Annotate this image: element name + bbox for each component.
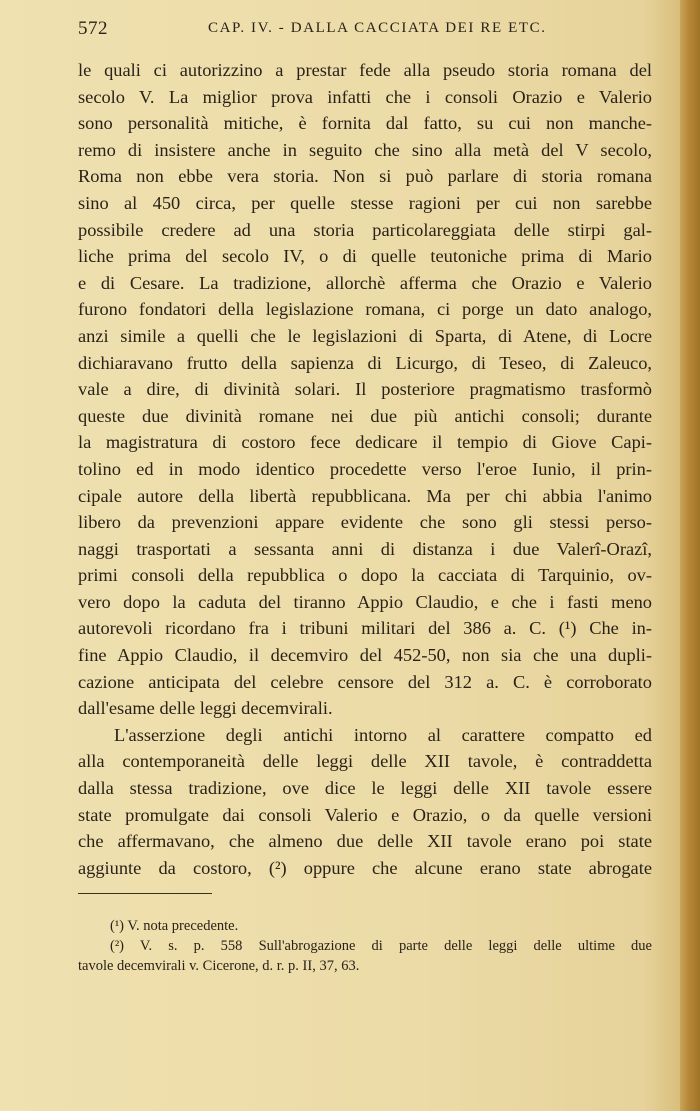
text-line: vero dopo la caduta del tiranno Appio Claudio, e che i fasti meno xyxy=(78,591,652,612)
text-line: la magistratura di costoro fece dedicare il tempio di Giove Capi- xyxy=(78,432,652,453)
text-line: sino al 450 circa, per quelle stesse ragioni per cui non sarebbe xyxy=(78,192,652,213)
text-line: libero da prevenzioni appare evidente che sono gli stessi perso- xyxy=(78,512,652,533)
footnote-2: (²) V. s. p. 558 Sull'abrogazione di parte delle leggi delle ultime due xyxy=(110,938,652,954)
page-edge-shadow xyxy=(680,0,700,1111)
text-line: tolino ed in modo identico procedette verso l'eroe Iunio, il prin- xyxy=(78,458,652,479)
footnote-2-continuation: tavole decemvirali v. Cicerone, d. r. p. II, 37, 63. xyxy=(78,958,360,974)
text-line: alla contemporaneità delle leggi delle XII tavole, è contraddetta xyxy=(78,751,652,772)
text-line: possibile credere ad una storia particolareggiata delle stirpi gal- xyxy=(78,219,652,240)
text-line: remo di insistere anche in seguito che sino alla metà del V secolo, xyxy=(78,139,652,160)
text-line: sono personalità mitiche, è fornita dal fatto, su cui non manche- xyxy=(78,113,652,134)
text-line: naggi trasportati a sessanta anni di distanza i due Valerî-Orazî, xyxy=(78,538,652,559)
text-line: Roma non ebbe vera storia. Non si può parlare di storia romana xyxy=(78,166,652,187)
text-line: primi consoli della repubblica o dopo la cacciata di Tarquinio, ov- xyxy=(78,565,652,586)
text-line: aggiunte da costoro, (²) oppure che alcune erano state abrogate xyxy=(78,857,652,878)
text-line: liche prima del secolo IV, o di quelle teutoniche prima di Mario xyxy=(78,246,652,267)
text-line: furono fondatori della legislazione romana, ci porge un dato analogo, xyxy=(78,299,652,320)
text-line: cazione anticipata del celebre censore del 312 a. C. è corroborato xyxy=(78,671,652,692)
text-line: anzi simile a quelli che le legislazioni di Sparta, di Atene, di Locre xyxy=(78,325,652,346)
text-line: dalla stessa tradizione, ove dice le leggi delle XII tavole essere xyxy=(78,778,652,799)
text-line-paragraph-start: L'asserzione degli antichi intorno al carattere compatto ed xyxy=(114,724,652,745)
text-line: le quali ci autorizzino a prestar fede alla pseudo storia romana del xyxy=(78,60,652,80)
text-line: vale a dire, di divinità solari. Il posteriore pragmatismo trasformò xyxy=(78,379,652,400)
text-line: fine Appio Claudio, il decemviro del 452-50, non sia che una dupli- xyxy=(78,645,652,666)
footnote-divider xyxy=(78,893,212,894)
footnote-1: (¹) V. nota precedente. xyxy=(110,918,239,934)
text-line: che affermavano, che almeno due delle XII tavole erano poi state xyxy=(78,831,652,852)
footnotes xyxy=(78,916,652,976)
text-line: state promulgate dai consoli Valerio e Orazio, o da quelle versioni xyxy=(78,804,652,825)
page-header xyxy=(78,18,652,44)
text-line: autorevoli ricordano fra i tribuni militari del 386 a. C. (¹) Che in- xyxy=(78,618,652,639)
text-line: queste due divinità romane nei due più antichi consoli; durante xyxy=(78,405,652,426)
body-text xyxy=(78,57,652,881)
text-line: dichiaravano frutto della sapienza di Licurgo, di Teseo, di Zaleuco, xyxy=(78,352,652,373)
page-number: 572 xyxy=(78,18,108,39)
text-line-paragraph-end: dall'esame delle leggi decemvirali. xyxy=(78,698,333,719)
text-line: cipale autore della libertà repubblicana. Ma per chi abbia l'animo xyxy=(78,485,652,506)
running-head: CAP. IV. - DALLA CACCIATA DEI RE ETC. xyxy=(208,20,547,36)
text-line: secolo V. La miglior prova infatti che i consoli Orazio e Valerio xyxy=(78,86,652,107)
text-line: e di Cesare. La tradizione, allorchè afferma che Orazio e Valerio xyxy=(78,272,652,293)
